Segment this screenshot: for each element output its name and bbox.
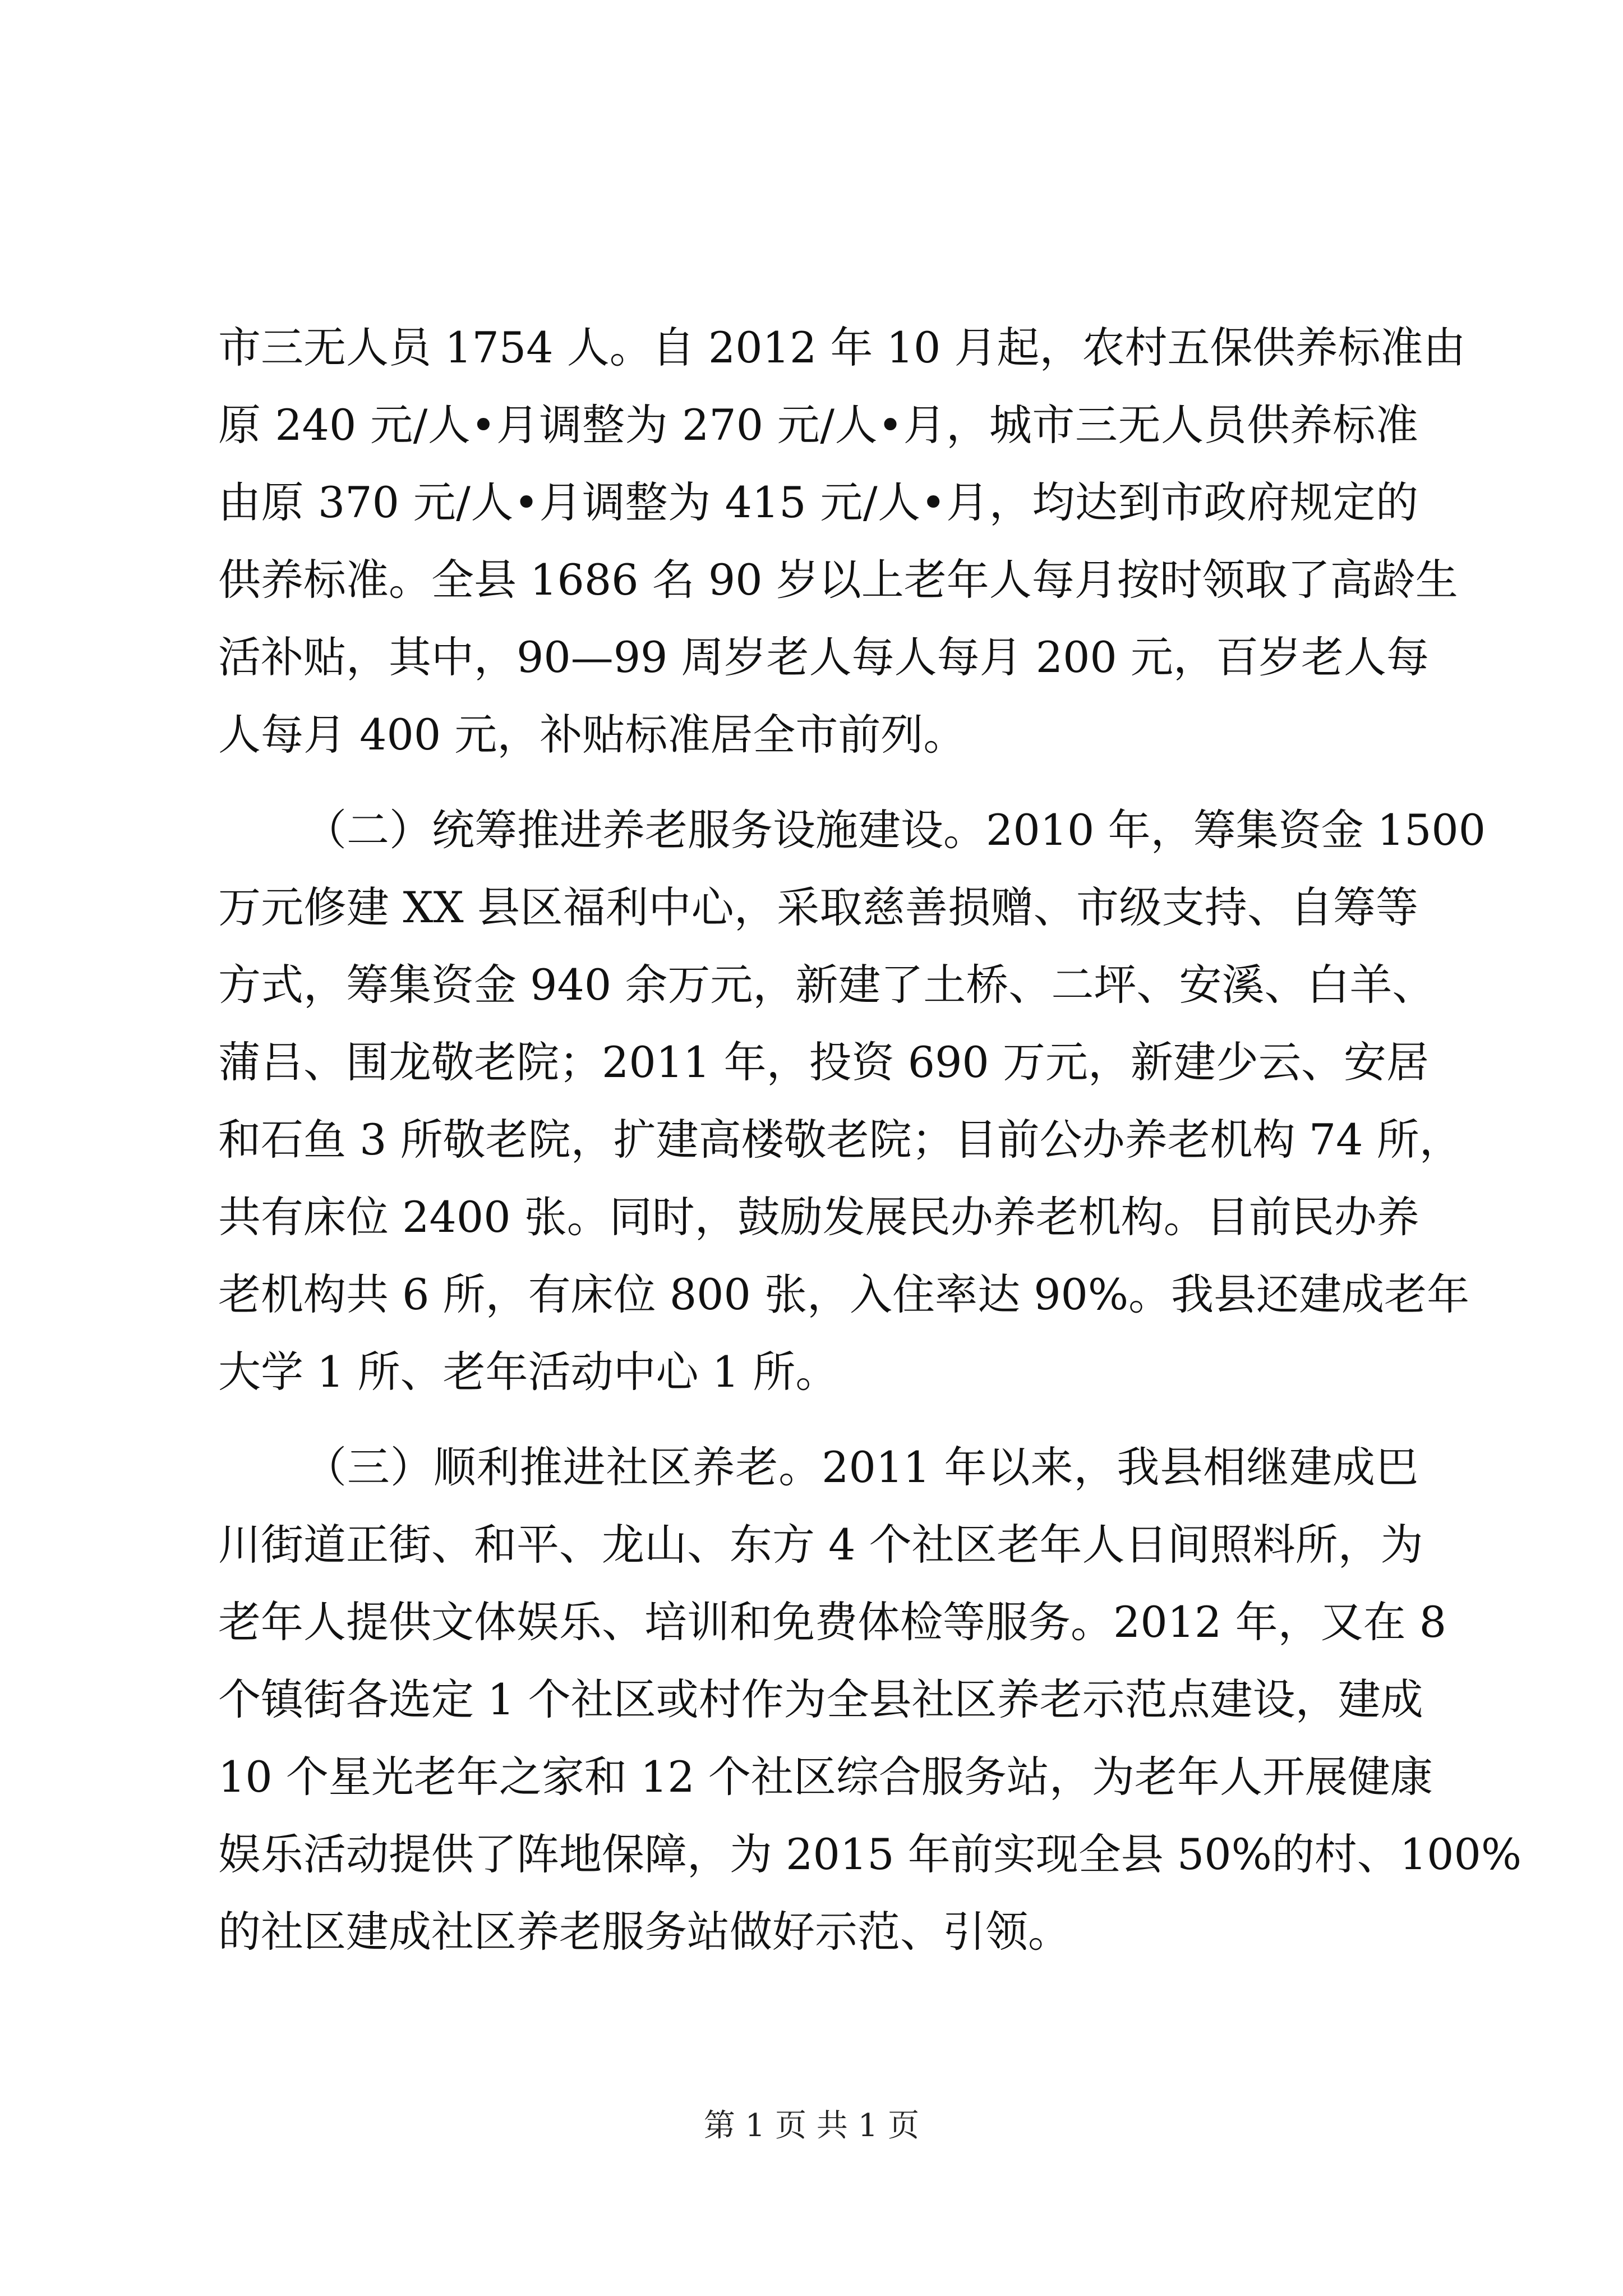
text-line: 老年人提供文体娱乐、培训和免费体检等服务。2012 年，又在 8 [218, 1597, 1447, 1647]
text-line: 老机构共 6 所，有床位 800 张，入住率达 90%。我县还建成老年 [218, 1269, 1470, 1319]
text-line: 市三无人员 1754 人。自 2012 年 10 月起，农村五保供养标准由 [218, 323, 1466, 372]
text-line: 供养标准。全县 1686 名 90 岁以上老年人每月按时领取了高龄生 [218, 555, 1458, 605]
text-line: 10 个星光老年之家和 12 个社区综合服务站，为老年人开展健康 [218, 1752, 1433, 1802]
text-line: 和石鱼 3 所敬老院，扩建高楼敬老院；目前公办养老机构 74 所， [218, 1115, 1462, 1165]
text-line: 人每月 400 元，补贴标准居全市前列。 [218, 710, 966, 760]
text-line: 的社区建成社区养老服务站做好示范、引领。 [218, 1907, 1071, 1957]
text-line: 方式，筹集资金 940 余万元，新建了土桥、二坪、安溪、白羊、 [218, 960, 1435, 1010]
text-line: 万元修建 XX 县区福利中心，采取慈善损赠、市级支持、自筹等 [218, 882, 1418, 932]
text-line: 大学 1 所、老年活动中心 1 所。 [218, 1347, 838, 1397]
text-line: 娱乐活动提供了阵地保障，为 2015 年前实现全县 50%的村、100% [218, 1829, 1522, 1879]
page-footer: 第 1 页 共 1 页 [703, 2108, 920, 2144]
text-line: 活补贴，其中，90—99 周岁老人每人每月 200 元，百岁老人每 [218, 632, 1429, 682]
text-line: 由原 370 元/人•月调整为 415 元/人•月，均达到市政府规定的 [218, 477, 1418, 527]
text-line: 个镇街各选定 1 个社区或村作为全县社区养老示范点建设，建成 [218, 1674, 1423, 1724]
text-line: 共有床位 2400 张。同时，鼓励发展民办养老机构。目前民办养 [218, 1192, 1419, 1242]
paragraph-heading-line: （二）统筹推进养老服务设施建设。2010 年，筹集资金 1500 [304, 805, 1486, 855]
paragraph-heading-line: （三）顺利推进社区养老。2011 年以来，我县相继建成巴 [304, 1442, 1418, 1492]
text-line: 蒲吕、围龙敬老院；2011 年，投资 690 万元，新建少云、安居 [218, 1037, 1429, 1087]
text-line: 原 240 元/人•月调整为 270 元/人•月，城市三无人员供养标准 [218, 400, 1418, 450]
text-line: 川街道正街、和平、龙山、东方 4 个社区老年人日间照料所，为 [218, 1520, 1423, 1570]
